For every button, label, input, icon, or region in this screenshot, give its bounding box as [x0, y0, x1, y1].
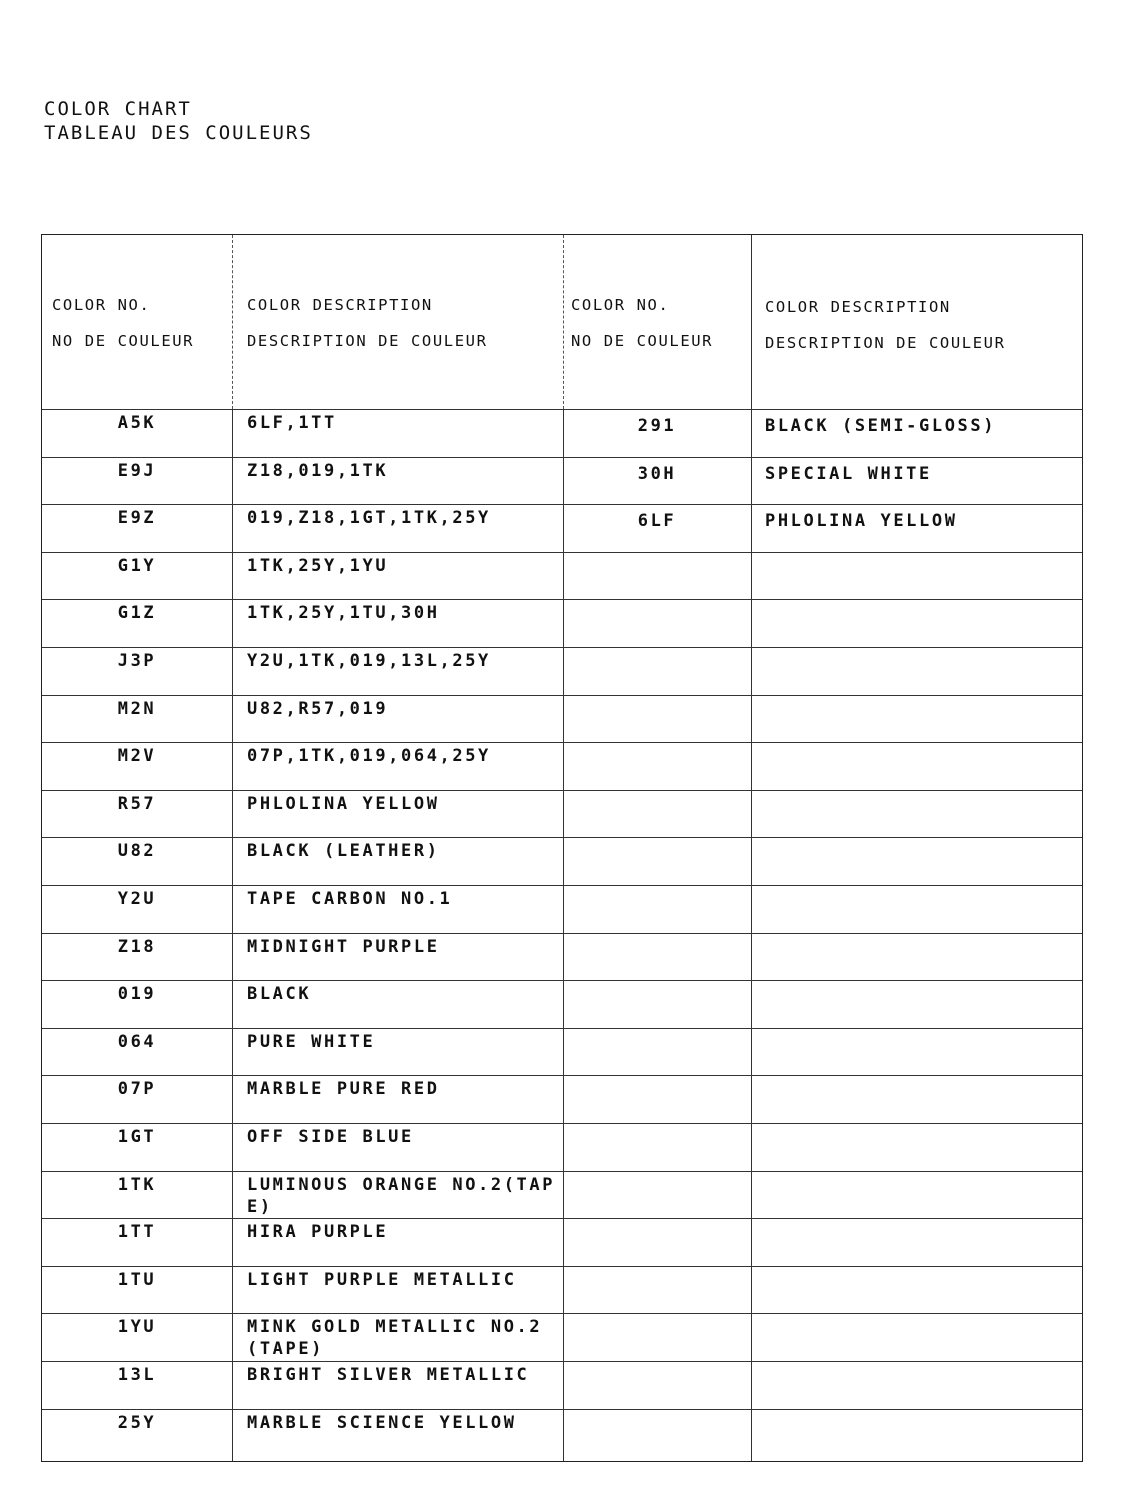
column-divider — [563, 235, 564, 409]
color-no-cell-2 — [563, 1266, 751, 1272]
table-row — [42, 1361, 1082, 1410]
color-no-cell: 1TT — [117, 1222, 157, 1243]
color-no-cell: J3P — [117, 651, 157, 671]
color-desc-cell: MARBLE SCIENCE YELLOW — [247, 1412, 517, 1433]
header-color-desc-1: COLOR DESCRIPTION DESCRIPTION DE COULEUR — [247, 296, 488, 350]
table-row — [42, 1266, 1082, 1315]
color-desc-cell: MINK GOLD METALLIC NO.2(TAPE) — [247, 1317, 543, 1360]
color-desc-cell: MARBLE PURE RED — [247, 1079, 440, 1100]
table-row — [42, 742, 1082, 791]
color-desc-cell-2 — [765, 933, 1075, 939]
color-no-cell: 1YU — [117, 1317, 157, 1338]
table-row — [42, 980, 1082, 1029]
page-title — [44, 97, 313, 145]
color-no-cell: Y2U — [117, 889, 157, 909]
color-desc-cell: TAPE CARBON NO.1 — [247, 889, 453, 909]
color-desc-cell: 6LF,1TT — [247, 413, 337, 433]
table-row — [42, 599, 1082, 648]
color-no-cell: Z18 — [117, 936, 157, 957]
color-no-cell: 1GT — [117, 1127, 157, 1147]
color-no-cell-2 — [563, 1075, 751, 1081]
color-desc-cell: U82,R57,019 — [247, 698, 389, 719]
color-desc-cell: Y2U,1TK,019,13L,25Y — [247, 651, 491, 671]
table-row — [42, 1075, 1082, 1124]
table-row — [42, 457, 1082, 506]
color-desc-cell: BRIGHT SILVER METALLIC — [247, 1365, 530, 1385]
color-desc-cell-2 — [765, 1075, 1075, 1081]
color-no-cell: G1Z — [117, 603, 157, 624]
table-row — [42, 837, 1082, 886]
color-desc-cell-2: SPECIAL WHITE — [765, 463, 932, 484]
table-header — [42, 235, 1082, 410]
color-no-cell-2: 6LF — [637, 511, 677, 532]
color-no-cell: E9Z — [117, 508, 157, 529]
color-desc-cell: LIGHT PURPLE METALLIC — [247, 1269, 517, 1290]
color-no-cell-2 — [563, 1313, 751, 1319]
color-no-cell: 1TK — [117, 1174, 157, 1195]
color-desc-cell-2 — [765, 1266, 1075, 1272]
color-desc-cell: LUMINOUS ORANGE NO.2(TAPE) — [247, 1174, 556, 1217]
color-no-cell-2 — [563, 1171, 751, 1177]
color-table — [41, 234, 1083, 1462]
header-color-no-1: COLOR NO. NO DE COULEUR — [52, 296, 195, 350]
color-desc-cell-2 — [765, 742, 1075, 748]
color-desc-cell-2 — [765, 885, 1075, 891]
title-english: COLOR CHART — [44, 98, 192, 120]
color-no-cell-2 — [563, 599, 751, 605]
table-row — [42, 1313, 1082, 1362]
color-desc-cell-2 — [765, 1218, 1075, 1224]
color-no-cell-2 — [563, 647, 751, 653]
color-no-cell-2 — [563, 1409, 751, 1415]
table-row — [42, 885, 1082, 934]
color-no-cell: U82 — [117, 841, 157, 862]
color-desc-cell: 1TK,25Y,1TU,30H — [247, 603, 440, 624]
color-desc-cell-2 — [765, 1123, 1075, 1129]
color-desc-cell-2 — [765, 647, 1075, 653]
color-desc-cell: BLACK (LEATHER) — [247, 841, 440, 862]
color-no-cell: 019 — [117, 984, 157, 1005]
color-no-cell: R57 — [117, 793, 157, 814]
color-no-cell: G1Y — [117, 555, 157, 576]
table-row — [42, 647, 1082, 696]
color-desc-cell-2 — [765, 980, 1075, 986]
color-desc-cell-2 — [765, 1409, 1075, 1415]
color-desc-cell-2 — [765, 1313, 1075, 1319]
color-desc-cell: PHLOLINA YELLOW — [247, 793, 440, 814]
color-desc-cell: OFF SIDE BLUE — [247, 1127, 414, 1147]
color-no-cell-2 — [563, 790, 751, 796]
color-desc-cell: BLACK — [247, 984, 312, 1005]
color-desc-cell-2 — [765, 790, 1075, 796]
header-color-desc-2: COLOR DESCRIPTION DESCRIPTION DE COULEUR — [765, 298, 1006, 352]
color-no-cell-2 — [563, 1028, 751, 1034]
table-row — [42, 933, 1082, 982]
table-row — [42, 504, 1082, 553]
color-no-cell-2 — [563, 885, 751, 891]
table-row — [42, 1171, 1082, 1220]
color-no-cell: 1TU — [117, 1269, 157, 1290]
color-no-cell-2: 291 — [637, 416, 677, 436]
color-desc-cell-2 — [765, 837, 1075, 843]
column-divider — [563, 409, 564, 1461]
color-no-cell: A5K — [117, 413, 157, 433]
color-no-cell-2: 30H — [637, 463, 677, 484]
color-no-cell-2 — [563, 1361, 751, 1367]
column-divider — [751, 235, 752, 1461]
color-desc-cell-2 — [765, 599, 1075, 605]
table-row — [42, 1028, 1082, 1077]
table-row — [42, 1218, 1082, 1267]
color-desc-cell: 019,Z18,1GT,1TK,25Y — [247, 508, 491, 529]
color-desc-cell: MIDNIGHT PURPLE — [247, 936, 440, 957]
color-no-cell-2 — [563, 1218, 751, 1224]
title-french: TABLEAU DES COULEURS — [44, 122, 313, 144]
color-no-cell: 25Y — [117, 1412, 157, 1433]
color-no-cell-2 — [563, 695, 751, 701]
color-desc-cell: Z18,019,1TK — [247, 460, 389, 481]
table-row — [42, 790, 1082, 839]
color-no-cell: 07P — [117, 1079, 157, 1100]
color-desc-cell: PURE WHITE — [247, 1031, 376, 1052]
color-desc-cell-2 — [765, 1171, 1075, 1177]
column-divider — [232, 409, 233, 1461]
color-no-cell: 064 — [117, 1031, 157, 1052]
color-desc-cell-2 — [765, 552, 1075, 558]
color-no-cell-2 — [563, 742, 751, 748]
table-row — [42, 1123, 1082, 1172]
table-row — [42, 552, 1082, 601]
color-no-cell-2 — [563, 552, 751, 558]
color-desc-cell: HIRA PURPLE — [247, 1222, 389, 1243]
table-row — [42, 1409, 1082, 1457]
color-no-cell: M2N — [117, 698, 157, 719]
color-no-cell-2 — [563, 1123, 751, 1129]
table-row — [42, 409, 1082, 458]
color-no-cell-2 — [563, 933, 751, 939]
table-row — [42, 695, 1082, 744]
color-no-cell-2 — [563, 980, 751, 986]
color-no-cell: 13L — [117, 1365, 157, 1385]
color-no-cell-2 — [563, 837, 751, 843]
column-divider — [232, 235, 233, 409]
color-desc-cell-2 — [765, 695, 1075, 701]
color-desc-cell-2: BLACK (SEMI-GLOSS) — [765, 416, 997, 436]
color-desc-cell-2 — [765, 1361, 1075, 1367]
color-no-cell: E9J — [117, 460, 157, 481]
color-desc-cell-2: PHLOLINA YELLOW — [765, 511, 958, 532]
color-desc-cell-2 — [765, 1028, 1075, 1034]
color-desc-cell: 07P,1TK,019,064,25Y — [247, 746, 491, 767]
color-desc-cell: 1TK,25Y,1YU — [247, 555, 389, 576]
color-no-cell: M2V — [117, 746, 157, 767]
header-color-no-2: COLOR NO. NO DE COULEUR — [571, 296, 714, 350]
